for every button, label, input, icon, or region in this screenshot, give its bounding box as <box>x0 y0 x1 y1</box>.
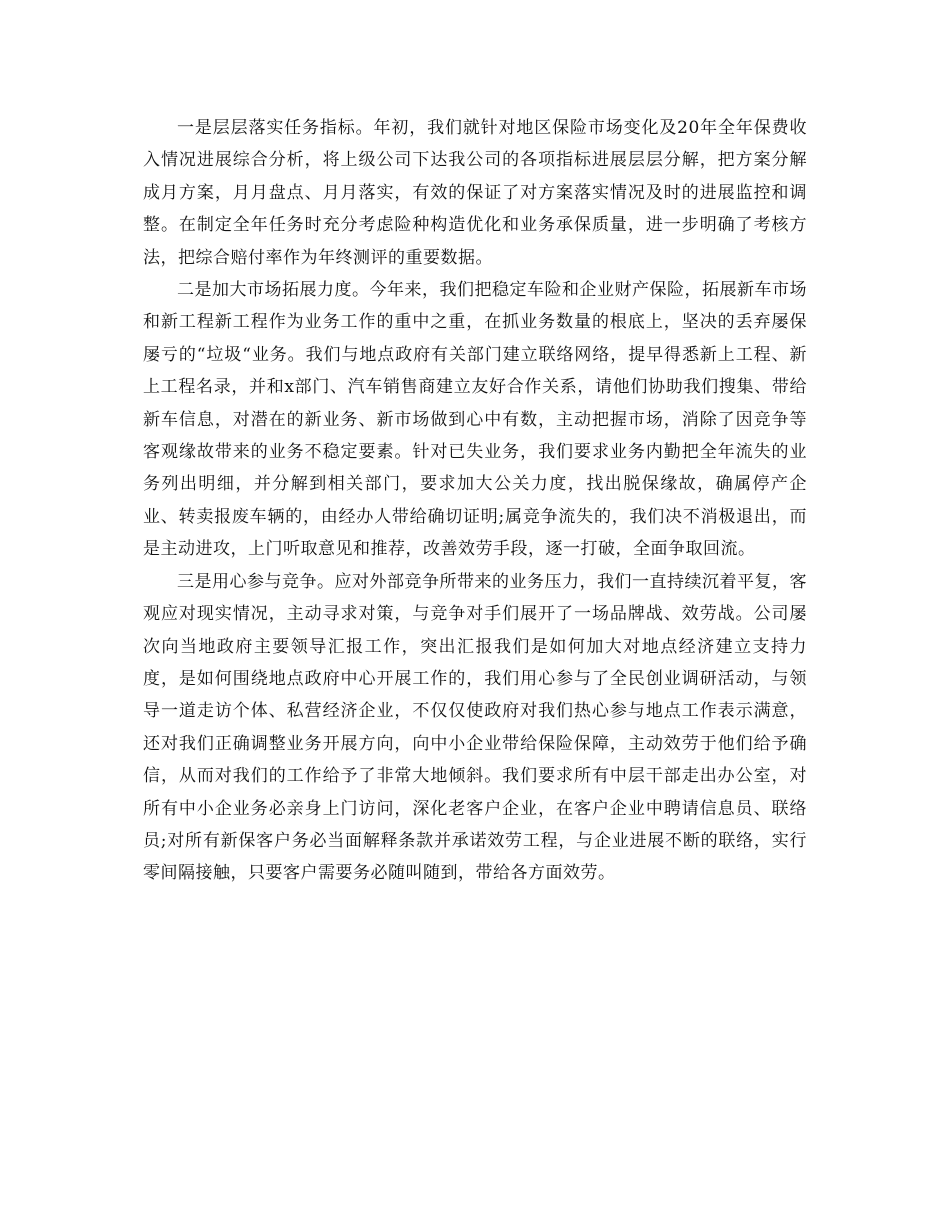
paragraph-competition: 三是用心参与竞争。应对外部竞争所带来的业务压力，我们一直持续沉着平复，客观应对现实情况，主动寻求对策，与竞争对手们展开了一场品牌战、效劳战。公司屡次向当地政府主要领导汇报工作，突出汇报我们是如何加大对地点经济建立支持力度，是如何围绕地点政府中心开展工作的，我们用心参与了全民创业调研活动，与领导一道走访个体、私营经济企业，不仅仅使政府对我们热心参与地点工作表示满意，还对我们正确调整业务开展方向，向中小企业带给保险保障，主动效劳于他们给予确信，从而对我们的工作给予了非常大地倾斜。我们要求所有中层干部走出办公室，对所有中小企业务必亲身上门访问，深化老客户企业，在客户企业中聘请信息员、联络员;对所有新保客户务必当面解释条款并承诺效劳工程，与企业进展不断的联络，实行零间隔接触，只要客户需要务必随叫随到，带给各方面效劳。 <box>143 571 807 884</box>
paragraph-task-targets: 一是层层落实任务指标。年初，我们就针对地区保险市场变化及20年全年保费收入情况进展综合分析，将上级公司下达我公司的各项指标进展层层分解，把方案分解成月方案，月月盘点、月月落实，有效的保证了对方案落实情况及时的进展监控和调整。在制定全年任务时充分考虑险种构造优化和业务承保质量，进一步明确了考核方法，把综合赔付率作为年终测评的重要数据。 <box>143 118 807 268</box>
document-body <box>143 112 807 890</box>
paragraph-market-expansion: 二是加大市场拓展力度。今年来，我们把稳定车险和企业财产保险，拓展新车市场和新工程新工程作为业务工作的重中之重，在抓业务数量的根底上，坚决的丢弃屡保屡亏的“垃圾“业务。我们与地点政府有关部门建立联络网络，提早得悉新上工程、新上工程名录，并和x部门、汽车销售商建立友好合作关系，请他们协助我们搜集、带给新车信息，对潜在的新业务、新市场做到心中有数，主动把握市场，消除了因竞争等客观缘故带来的业务不稳定要素。针对已失业务，我们要求业务内勤把全年流失的业务列出明细，并分解到相关部门，要求加大公关力度，找出脱保缘故，确属停产企业、转卖报废车辆的，由经办人带给确切证明;属竞争流失的，我们决不消极退出，而是主动进攻，上门听取意见和推荐，改善效劳手段，逐一打破，全面争取回流。 <box>143 280 807 560</box>
